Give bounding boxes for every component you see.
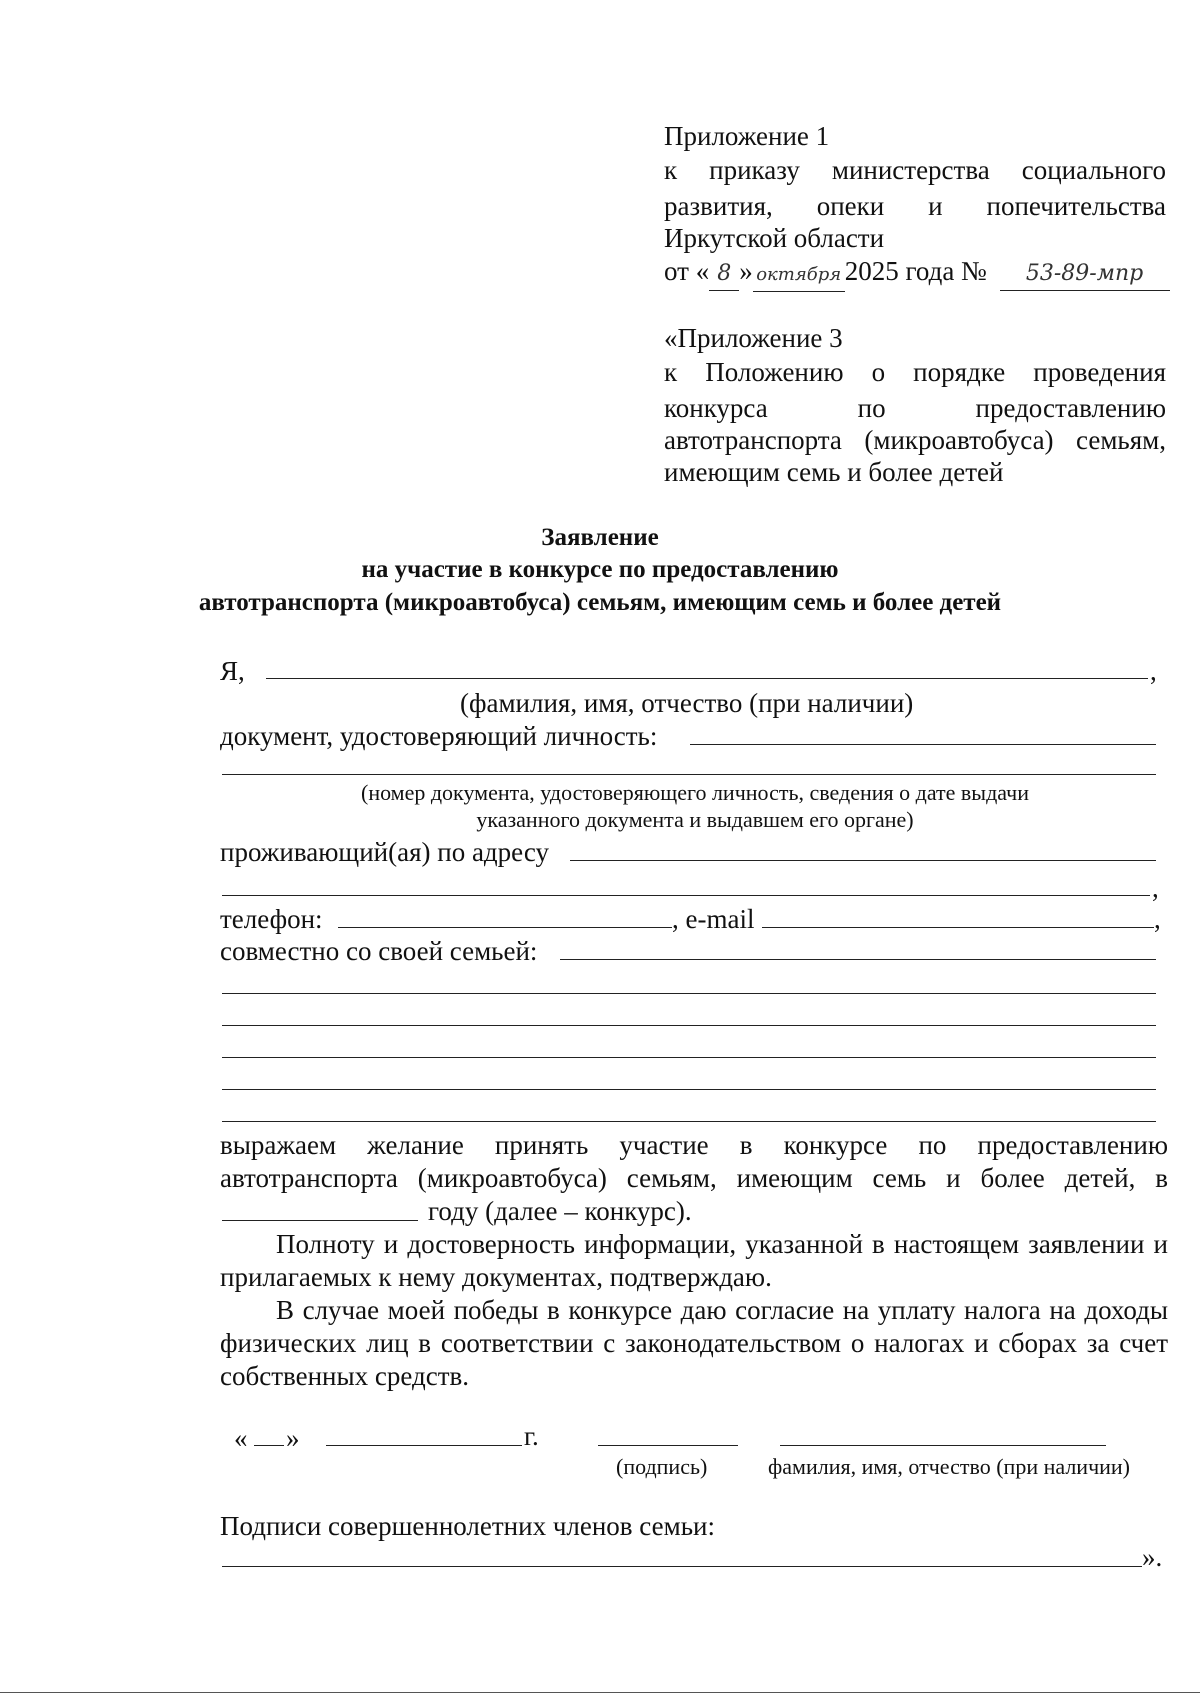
- signature-fio-field[interactable]: [780, 1445, 1106, 1446]
- family-label: совместно со своей семьей:: [220, 936, 538, 966]
- family-signatures-label: Подписи совершеннолетних членов семьи:: [220, 1511, 715, 1541]
- phone-field[interactable]: [338, 927, 672, 928]
- appendix-line-1: к Положению о порядке проведения: [664, 357, 1166, 387]
- appendix-line-3: автотранспорта (микроавтобуса) семьям,: [664, 425, 1166, 455]
- family-field-6[interactable]: [222, 1121, 1156, 1122]
- sign-date-close: »: [286, 1423, 300, 1453]
- email-label: , e-mail: [672, 904, 755, 934]
- appendix-line-4: имеющим семь и более детей: [664, 457, 1004, 487]
- fio-comma: ,: [1150, 656, 1157, 686]
- address-field-2[interactable]: [222, 895, 1150, 896]
- paragraph-1-line-1: выражаем желание принять участие в конкурсе по предоставлению: [220, 1130, 1168, 1160]
- order-line-1: к приказу министерства социального: [664, 155, 1166, 185]
- date-month: октября: [753, 258, 845, 292]
- date-prefix: от «: [664, 256, 710, 286]
- address-label: проживающий(ая) по адресу: [220, 837, 549, 867]
- title-line-1: Заявление: [541, 524, 659, 551]
- date-mid: »: [739, 256, 753, 286]
- address-field[interactable]: [570, 860, 1156, 861]
- id-doc-field-2[interactable]: [222, 774, 1156, 775]
- id-doc-label: документ, удостоверяющий личность:: [220, 721, 658, 751]
- closing-mark: ».: [1142, 1542, 1163, 1572]
- family-field-2[interactable]: [222, 993, 1156, 994]
- paragraph-3: В случае моей победы в конкурсе даю согласие на уплату налога на доходы физических лиц в соответствии с законодательством о налогах и сборах за счет собственных средств.: [220, 1295, 1168, 1391]
- sign-month-year-field[interactable]: [326, 1445, 522, 1446]
- paragraph-1-line-2: автотранспорта (микроавтобуса) семьям, имеющим семь и более детей, в: [220, 1163, 1168, 1193]
- id-doc-hint-2: указанного документа и выдавшем его органе): [476, 807, 914, 832]
- order-date-line: [664, 255, 1184, 291]
- paragraph-1-line-3: году (далее – конкурс).: [428, 1196, 692, 1226]
- address-comma: ,: [1152, 873, 1159, 903]
- i-label: Я,: [220, 656, 245, 686]
- email-field[interactable]: [762, 927, 1154, 928]
- date-day: 8: [709, 257, 739, 291]
- phone-label: телефон:: [220, 904, 323, 934]
- attachment-label: Приложение 1: [664, 121, 830, 151]
- contest-year-field[interactable]: [222, 1220, 418, 1221]
- appendix-label: «Приложение 3: [664, 323, 843, 353]
- family-field-5[interactable]: [222, 1089, 1156, 1090]
- scan-edge-divider: [0, 1692, 1200, 1693]
- order-line-3: Иркутской области: [664, 223, 885, 253]
- order-number: 53-89-мпр: [1000, 257, 1170, 291]
- signature-fio-hint: фамилия, имя, отчество (при наличии): [768, 1454, 1131, 1479]
- title-line-3: автотранспорта (микроавтобуса) семьям, имеющим семь и более детей: [198, 589, 1002, 616]
- sign-year-suffix: г.: [524, 1421, 539, 1451]
- family-signatures-field[interactable]: [222, 1566, 1142, 1567]
- email-comma: ,: [1154, 904, 1161, 934]
- fio-hint: (фамилия, имя, отчество (при наличии): [460, 688, 914, 718]
- id-doc-field[interactable]: [690, 744, 1156, 745]
- title-line-2: на участие в конкурсе по предоставлению: [361, 556, 839, 583]
- signature-hint: (подпись): [616, 1454, 708, 1479]
- id-doc-hint-1: (номер документа, удостоверяющего личность, сведения о дате выдачи: [361, 780, 1029, 805]
- fio-field[interactable]: [266, 678, 1148, 679]
- date-year: 2025 года №: [844, 256, 987, 286]
- paragraph-2: Полноту и достоверность информации, указанной в настоящем заявлении и прилагаемых к нему документах, подтверждаю.: [220, 1229, 1168, 1292]
- order-line-2: развития, опеки и попечительства: [664, 191, 1166, 221]
- family-field-3[interactable]: [222, 1025, 1156, 1026]
- sign-date-open: «: [234, 1423, 248, 1453]
- family-field[interactable]: [560, 959, 1156, 960]
- sign-day-field[interactable]: [254, 1445, 284, 1446]
- appendix-line-2: конкурса по предоставлению: [664, 393, 1166, 423]
- signature-field[interactable]: [598, 1445, 738, 1446]
- family-field-4[interactable]: [222, 1057, 1156, 1058]
